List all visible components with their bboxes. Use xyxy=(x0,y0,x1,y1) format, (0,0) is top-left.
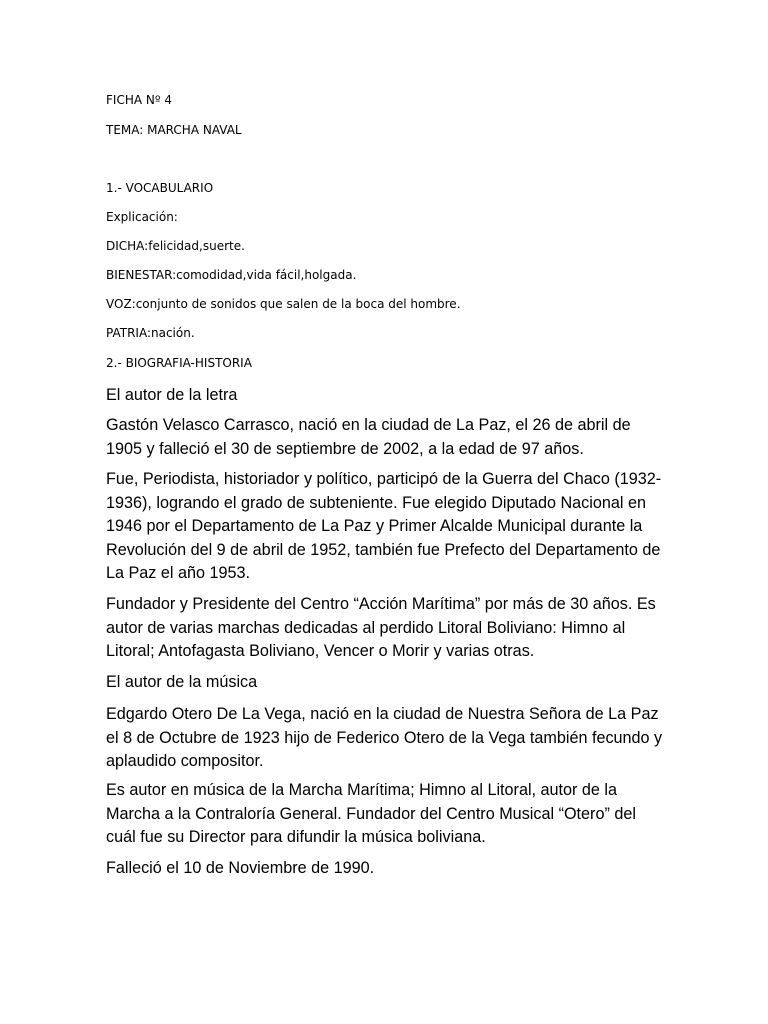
letra-paragraph-2: Fue, Periodista, historiador y político, participó de la Guerra del Chaco (1932-1936), logrando el grado de subteniente. Fue elegido Diputado Nacional en 1946 por el Departamento de La Paz y Primer Alcalde Municipal durante la Revolución del 9 de abril de 1952, también fue Prefecto del Departamento de La Paz el año 1953. xyxy=(106,470,662,583)
vocab-item-patria: PATRIA:nación. xyxy=(106,326,195,340)
autor-musica-title: El autor de la música xyxy=(106,673,258,691)
musica-paragraph-1: Edgardo Otero De La Vega, nació en la ciudad de Nuestra Señora de La Paz el 8 de Octubre de 1923 hijo de Federico Otero de la Vega también fecundo y aplaudido compositor. xyxy=(106,705,663,771)
vocab-item-voz: VOZ:conjunto de sonidos que salen de la boca del hombre. xyxy=(106,297,461,311)
musica-paragraph-2: Es autor en música de la Marcha Marítima; Himno al Litoral, autor de la Marcha a la Contraloría General. Fundador del Centro Musical “Otero” del cuál fue su Director para difundir la música boliviana. xyxy=(106,781,636,847)
letra-paragraph-1: Gastón Velasco Carrasco, nació en la ciudad de La Paz, el 26 de abril de 1905 y falleció el 30 de septiembre de 2002, a la edad de 97 años. xyxy=(106,416,631,458)
vocabulario-heading: 1.- VOCABULARIO xyxy=(106,181,214,195)
letra-paragraph-3: Fundador y Presidente del Centro “Acción Marítima” por más de 30 años. Es autor de varias marchas dedicadas al perdido Litoral Boliviano: Himno al Litoral; Antofagasta Boliviano, Vencer o Morir y varias otras. xyxy=(106,595,656,661)
biografia-heading: 2.- BIOGRAFIA-HISTORIA xyxy=(106,356,252,370)
musica-paragraph-3: Falleció el 10 de Noviembre de 1990. xyxy=(106,859,375,877)
autor-letra-title: El autor de la letra xyxy=(106,386,238,404)
tema-line: TEMA: MARCHA NAVAL xyxy=(106,123,242,137)
vocab-item-bienestar: BIENESTAR:comodidad,vida fácil,holgada. xyxy=(106,268,357,282)
vocab-item-dicha: DICHA:felicidad,suerte. xyxy=(106,239,245,253)
ficha-number: FICHA Nº 4 xyxy=(106,93,172,107)
explicacion-label: Explicación: xyxy=(106,210,178,224)
